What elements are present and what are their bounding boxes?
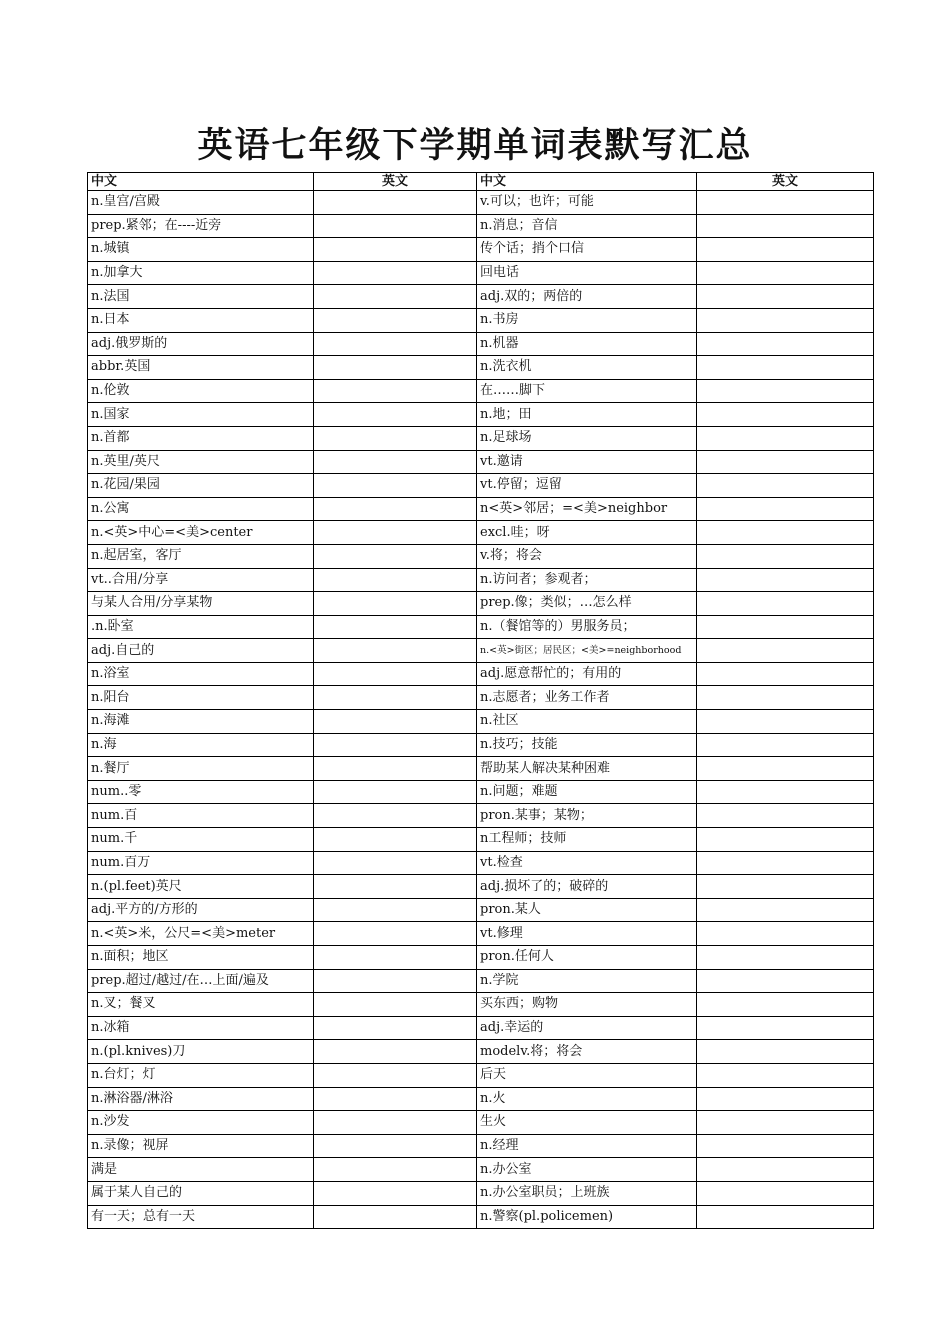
english-answer-cell[interactable]: [314, 1158, 477, 1182]
english-answer-cell[interactable]: [314, 686, 477, 710]
english-answer-cell[interactable]: [697, 1087, 874, 1111]
table-row: [88, 497, 874, 521]
chinese-cell: n.沙发: [88, 1111, 314, 1135]
english-answer-cell[interactable]: [314, 1134, 477, 1158]
table-row: [88, 285, 874, 309]
table-row: [88, 261, 874, 285]
chinese-cell: 与某人合用/分享某物: [88, 592, 314, 616]
header-chinese-1: 中文: [88, 173, 314, 191]
english-answer-cell[interactable]: [697, 1063, 874, 1087]
chinese-cell: adj.自己的: [88, 639, 314, 663]
chinese-cell: adj.幸运的: [477, 1016, 697, 1040]
chinese-cell: num.百万: [88, 851, 314, 875]
chinese-cell: 有一天；总有一天: [88, 1205, 314, 1229]
chinese-cell: 买东西；购物: [477, 993, 697, 1017]
chinese-cell: n.日本: [88, 308, 314, 332]
table-row: [88, 1087, 874, 1111]
table-row: [88, 757, 874, 781]
chinese-cell: vt..合用/分享: [88, 568, 314, 592]
table-row: [88, 1063, 874, 1087]
english-answer-cell[interactable]: [697, 875, 874, 899]
table-row: [88, 1040, 874, 1064]
chinese-cell: adj.双的；两倍的: [477, 285, 697, 309]
english-answer-cell[interactable]: [697, 568, 874, 592]
english-answer-cell[interactable]: [314, 1181, 477, 1205]
english-answer-cell[interactable]: [697, 615, 874, 639]
table-row: [88, 946, 874, 970]
english-answer-cell[interactable]: [314, 639, 477, 663]
table-row: [88, 308, 874, 332]
english-answer-cell[interactable]: [697, 1111, 874, 1135]
chinese-cell: .n.卧室: [88, 615, 314, 639]
chinese-cell: n.消息；音信: [477, 214, 697, 238]
chinese-cell: n.录像；视屏: [88, 1134, 314, 1158]
english-answer-cell[interactable]: [697, 1134, 874, 1158]
table-row: [88, 592, 874, 616]
chinese-cell: adj.损坏了的；破碎的: [477, 875, 697, 899]
english-answer-cell[interactable]: [697, 497, 874, 521]
chinese-cell: n工程师；技师: [477, 828, 697, 852]
table-row: [88, 1134, 874, 1158]
english-answer-cell[interactable]: [697, 662, 874, 686]
table-row: [88, 1016, 874, 1040]
english-answer-cell[interactable]: [314, 214, 477, 238]
table-row: [88, 426, 874, 450]
chinese-cell: n.法国: [88, 285, 314, 309]
chinese-cell: n.城镇: [88, 238, 314, 262]
english-answer-cell[interactable]: [314, 922, 477, 946]
english-answer-cell[interactable]: [697, 733, 874, 757]
english-answer-cell[interactable]: [697, 1040, 874, 1064]
chinese-cell: 在……脚下: [477, 379, 697, 403]
chinese-cell: prep.紧邻；在----近旁: [88, 214, 314, 238]
table-row: [88, 450, 874, 474]
english-answer-cell[interactable]: [314, 308, 477, 332]
table-row: [88, 238, 874, 262]
english-answer-cell[interactable]: [697, 969, 874, 993]
chinese-cell: vt.停留；逗留: [477, 474, 697, 498]
english-answer-cell[interactable]: [697, 1181, 874, 1205]
english-answer-cell[interactable]: [697, 639, 874, 663]
table-row: [88, 875, 874, 899]
english-answer-cell[interactable]: [697, 379, 874, 403]
chinese-cell: n.学院: [477, 969, 697, 993]
chinese-cell: n.(pl.feet)英尺: [88, 875, 314, 899]
english-answer-cell[interactable]: [314, 403, 477, 427]
english-answer-cell[interactable]: [314, 851, 477, 875]
english-answer-cell[interactable]: [314, 1040, 477, 1064]
english-answer-cell[interactable]: [314, 1087, 477, 1111]
table-header-row: [88, 173, 874, 191]
english-answer-cell[interactable]: [314, 828, 477, 852]
english-answer-cell[interactable]: [697, 238, 874, 262]
chinese-cell: 帮助某人解决某种困难: [477, 757, 697, 781]
table-row: [88, 851, 874, 875]
chinese-cell: num..零: [88, 780, 314, 804]
chinese-cell: n.社区: [477, 710, 697, 734]
english-answer-cell[interactable]: [697, 261, 874, 285]
english-answer-cell[interactable]: [697, 214, 874, 238]
chinese-cell: n.经理: [477, 1134, 697, 1158]
english-answer-cell[interactable]: [697, 1205, 874, 1229]
chinese-cell: n.浴室: [88, 662, 314, 686]
chinese-cell: n.叉；餐叉: [88, 993, 314, 1017]
english-answer-cell[interactable]: [697, 780, 874, 804]
chinese-cell: n.海滩: [88, 710, 314, 734]
chinese-cell: pron.任何人: [477, 946, 697, 970]
english-answer-cell[interactable]: [314, 426, 477, 450]
english-answer-cell[interactable]: [697, 592, 874, 616]
chinese-cell: vt.检查: [477, 851, 697, 875]
chinese-cell: 回电话: [477, 261, 697, 285]
chinese-cell: n.<英>中心=<美>center: [88, 521, 314, 545]
chinese-cell: vt.修理: [477, 922, 697, 946]
english-answer-cell[interactable]: [697, 544, 874, 568]
chinese-cell: n.志愿者；业务工作者: [477, 686, 697, 710]
english-answer-cell[interactable]: [697, 474, 874, 498]
chinese-cell: n.国家: [88, 403, 314, 427]
chinese-cell: modelv.将；将会: [477, 1040, 697, 1064]
table-row: [88, 710, 874, 734]
english-answer-cell[interactable]: [314, 568, 477, 592]
english-answer-cell[interactable]: [314, 710, 477, 734]
english-answer-cell[interactable]: [697, 686, 874, 710]
chinese-cell: 生火: [477, 1111, 697, 1135]
chinese-cell: n.阳台: [88, 686, 314, 710]
english-answer-cell[interactable]: [697, 308, 874, 332]
english-answer-cell[interactable]: [314, 946, 477, 970]
english-answer-cell[interactable]: [697, 356, 874, 380]
english-answer-cell[interactable]: [697, 898, 874, 922]
table-row: [88, 191, 874, 215]
table-row: [88, 639, 874, 663]
page-title: 英语七年级下学期单词表默写汇总: [197, 125, 753, 166]
chinese-cell: v.可以；也许；可能: [477, 191, 697, 215]
table-body: [88, 191, 874, 1229]
chinese-cell: n.警察(pl.policemen): [477, 1205, 697, 1229]
english-answer-cell[interactable]: [314, 898, 477, 922]
chinese-cell: adj.愿意帮忙的；有用的: [477, 662, 697, 686]
chinese-cell: v.将；将会: [477, 544, 697, 568]
table-row: [88, 403, 874, 427]
chinese-cell: n.办公室职员；上班族: [477, 1181, 697, 1205]
english-answer-cell[interactable]: [697, 1016, 874, 1040]
table-row: [88, 1111, 874, 1135]
table-row: [88, 662, 874, 686]
english-answer-cell[interactable]: [314, 662, 477, 686]
chinese-cell: n.办公室: [477, 1158, 697, 1182]
english-answer-cell[interactable]: [697, 757, 874, 781]
english-answer-cell[interactable]: [697, 521, 874, 545]
table-row: [88, 969, 874, 993]
chinese-cell: n.伦敦: [88, 379, 314, 403]
chinese-cell: n.皇宫/宫殿: [88, 191, 314, 215]
table-row: [88, 474, 874, 498]
english-answer-cell[interactable]: [314, 544, 477, 568]
english-answer-cell[interactable]: [314, 1111, 477, 1135]
chinese-cell: n.起居室，客厅: [88, 544, 314, 568]
chinese-cell: pron.某事；某物；: [477, 804, 697, 828]
chinese-cell: n.问题；难题: [477, 780, 697, 804]
english-answer-cell[interactable]: [314, 356, 477, 380]
table-row: [88, 1158, 874, 1182]
chinese-cell: adj.平方的/方形的: [88, 898, 314, 922]
chinese-cell: n.加拿大: [88, 261, 314, 285]
table-row: [88, 1205, 874, 1229]
english-answer-cell[interactable]: [314, 615, 477, 639]
english-answer-cell[interactable]: [314, 875, 477, 899]
table-row: [88, 544, 874, 568]
english-answer-cell[interactable]: [314, 332, 477, 356]
chinese-cell: num.百: [88, 804, 314, 828]
table-row: [88, 898, 874, 922]
table-row: [88, 922, 874, 946]
chinese-cell: num.千: [88, 828, 314, 852]
table-row: [88, 686, 874, 710]
english-answer-cell[interactable]: [314, 733, 477, 757]
table-row: [88, 568, 874, 592]
english-answer-cell[interactable]: [697, 993, 874, 1017]
english-answer-cell[interactable]: [314, 757, 477, 781]
english-answer-cell[interactable]: [314, 521, 477, 545]
chinese-cell: n.台灯；灯: [88, 1063, 314, 1087]
table-row: [88, 780, 874, 804]
table-row: [88, 615, 874, 639]
english-answer-cell[interactable]: [314, 780, 477, 804]
chinese-cell: 属于某人自己的: [88, 1181, 314, 1205]
table-row: [88, 521, 874, 545]
chinese-cell: 传个话；捎个口信: [477, 238, 697, 262]
chinese-cell: n.洗衣机: [477, 356, 697, 380]
chinese-cell: prep.像；类似；…怎么样: [477, 592, 697, 616]
header-english-1: 英文: [314, 173, 477, 191]
table-row: [88, 993, 874, 1017]
english-answer-cell[interactable]: [314, 261, 477, 285]
chinese-cell: n.餐厅: [88, 757, 314, 781]
english-answer-cell[interactable]: [314, 804, 477, 828]
english-answer-cell[interactable]: [697, 1158, 874, 1182]
english-answer-cell[interactable]: [314, 450, 477, 474]
english-answer-cell[interactable]: [314, 285, 477, 309]
chinese-cell: n.书房: [477, 308, 697, 332]
table-row: [88, 733, 874, 757]
chinese-cell: prep.超过/越过/在…上面/遍及: [88, 969, 314, 993]
table-row: [88, 379, 874, 403]
chinese-cell: n.花园/果园: [88, 474, 314, 498]
chinese-cell: n.冰箱: [88, 1016, 314, 1040]
header-chinese-2: 中文: [477, 173, 697, 191]
chinese-cell: n.火: [477, 1087, 697, 1111]
english-answer-cell[interactable]: [314, 1016, 477, 1040]
chinese-cell: n.(pl.knives)刀: [88, 1040, 314, 1064]
table-row: [88, 356, 874, 380]
chinese-cell: vt.邀请: [477, 450, 697, 474]
chinese-cell: n.海: [88, 733, 314, 757]
english-answer-cell[interactable]: [314, 993, 477, 1017]
english-answer-cell[interactable]: [314, 1205, 477, 1229]
chinese-cell: pron.某人: [477, 898, 697, 922]
chinese-cell: n.面积；地区: [88, 946, 314, 970]
chinese-cell: abbr.英国: [88, 356, 314, 380]
chinese-cell: n.英里/英尺: [88, 450, 314, 474]
table-row: [88, 1181, 874, 1205]
table-row: [88, 828, 874, 852]
chinese-cell: n.（餐馆等的）男服务员；: [477, 615, 697, 639]
header-english-2: 英文: [697, 173, 874, 191]
vocabulary-table: [87, 172, 874, 1229]
chinese-cell: n.足球场: [477, 426, 697, 450]
english-answer-cell[interactable]: [314, 238, 477, 262]
english-answer-cell[interactable]: [697, 851, 874, 875]
table-row: [88, 214, 874, 238]
english-answer-cell[interactable]: [697, 922, 874, 946]
chinese-cell: n.技巧；技能: [477, 733, 697, 757]
english-answer-cell[interactable]: [697, 285, 874, 309]
english-answer-cell[interactable]: [697, 804, 874, 828]
chinese-cell: n.地；田: [477, 403, 697, 427]
chinese-cell: n.首都: [88, 426, 314, 450]
english-answer-cell[interactable]: [697, 191, 874, 215]
english-answer-cell[interactable]: [697, 450, 874, 474]
english-answer-cell[interactable]: [697, 710, 874, 734]
table-row: [88, 804, 874, 828]
chinese-cell: excl.哇；呀: [477, 521, 697, 545]
english-answer-cell[interactable]: [314, 191, 477, 215]
english-answer-cell[interactable]: [314, 1063, 477, 1087]
chinese-cell: n<英>邻居；=<美>neighbor: [477, 497, 697, 521]
english-answer-cell[interactable]: [314, 497, 477, 521]
english-answer-cell[interactable]: [314, 592, 477, 616]
chinese-cell: 满是: [88, 1158, 314, 1182]
english-answer-cell[interactable]: [697, 946, 874, 970]
chinese-cell: n.<英>米，公尺=<美>meter: [88, 922, 314, 946]
chinese-cell: n.淋浴器/淋浴: [88, 1087, 314, 1111]
english-answer-cell[interactable]: [697, 426, 874, 450]
chinese-cell: n.访问者；参观者；: [477, 568, 697, 592]
english-answer-cell[interactable]: [314, 379, 477, 403]
english-answer-cell[interactable]: [314, 474, 477, 498]
chinese-cell: n.公寓: [88, 497, 314, 521]
chinese-cell: 后天: [477, 1063, 697, 1087]
english-answer-cell[interactable]: [697, 332, 874, 356]
chinese-cell: adj.俄罗斯的: [88, 332, 314, 356]
chinese-cell: n.机器: [477, 332, 697, 356]
chinese-cell: n.<英>街区；居民区；<美>=neighborhood: [477, 639, 697, 663]
english-answer-cell[interactable]: [314, 969, 477, 993]
english-answer-cell[interactable]: [697, 403, 874, 427]
table-row: [88, 332, 874, 356]
english-answer-cell[interactable]: [697, 828, 874, 852]
